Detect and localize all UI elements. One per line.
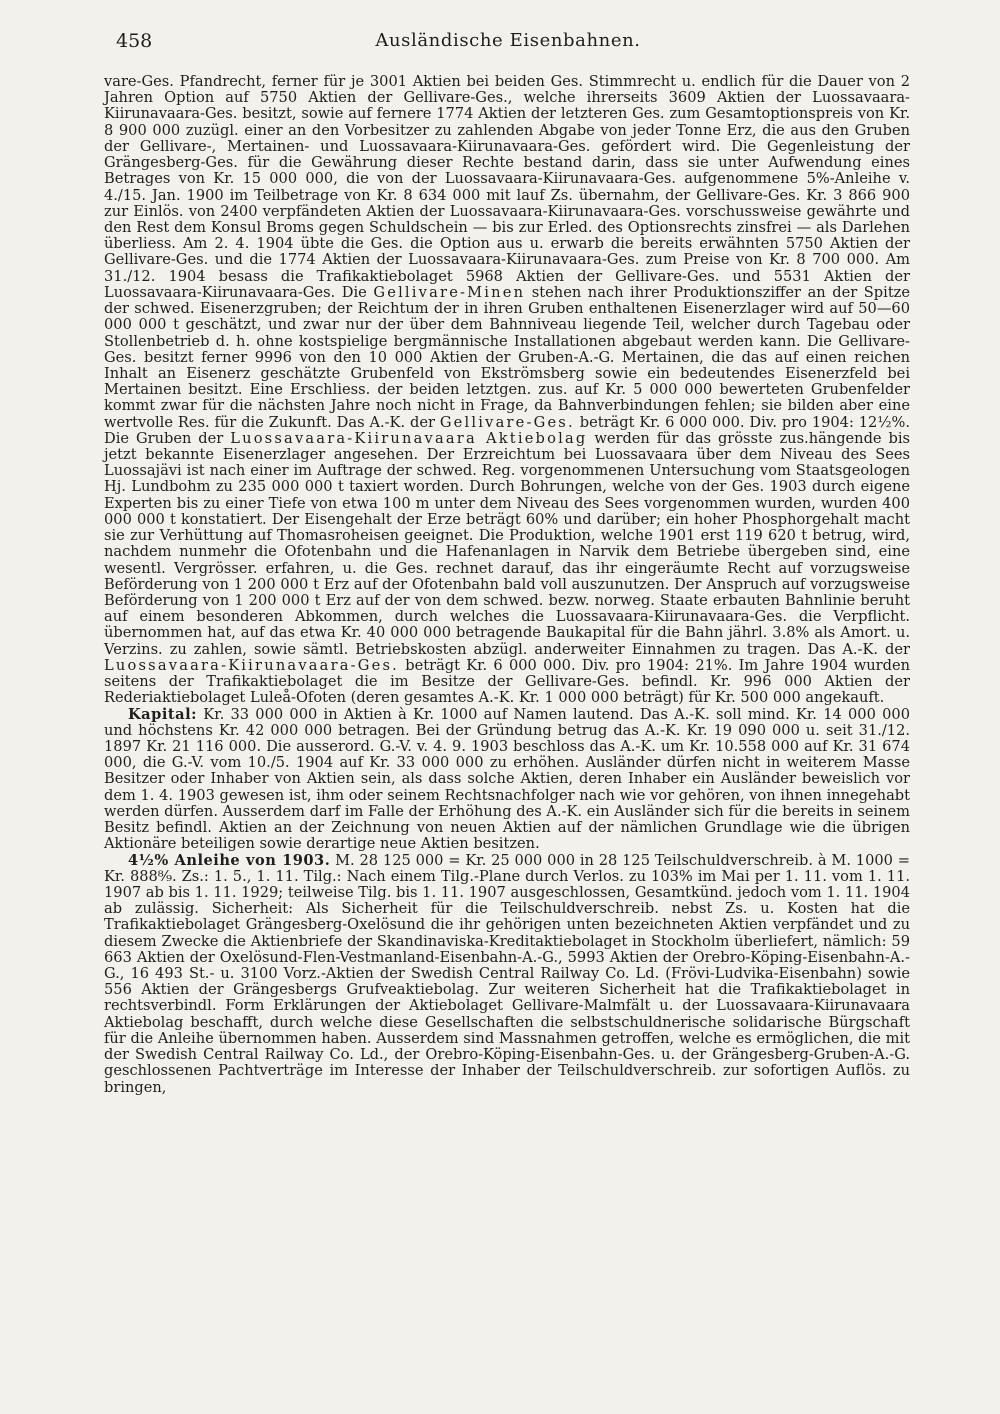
kapital-label: Kapital:: [128, 705, 198, 723]
spaced-term: Luossavaara-Kiirunavaara-Ges.: [104, 656, 399, 674]
page-number: 458: [116, 30, 153, 52]
running-head: Ausländische Eisenbahnen.: [375, 30, 641, 51]
spaced-term: Gellivare-Ges.: [439, 413, 575, 431]
anleihe-text: M. 28 125 000 = Kr. 25 000 000 in 28 125 Teilschuldverschreib. à M. 1000 = Kr. 888⁸⁄₉. Zs.: 1. 5., 1. 11. Tilg.: Nach einem Tilg.-Plane durch Verlos. zu 103% im Mai per 1. 11. vom 1. 11. 1907 ab bis 1. 11. 1929; teilweise Tilg. bis 1. 11. 1907 ausgeschlossen, Gesamtkünd. jedoch vom 1. 11. 1904 ab zulässig. Sicherheit: Als Sicherheit für die Teilschuldverschreib. nebst Zs. u. Kosten hat die Trafikaktiebolaget Grängesberg-Oxelösund die ihr gehörigen unten bezeichneten Aktien verpfändet und zu diesem Zwecke die Aktienbriefe der Skandinaviska-Kreditaktiebolaget in Stockholm überliefert, nämlich: 59 663 Aktien der Oxelösund-Flen-Vestmanland-Eisenbahn-A.-G., 5993 Aktien der Orebro-Köping-Eisenbahn-A.-G., 16 493 St.- u. 3100 Vorz.-Aktien der Swedish Central Railway Co. Ld. (Frövi-Ludvika-Eisenbahn) sowie 556 Aktien der Grängesbergs Grufveaktiebolag. Zur weiteren Sicherheit hat die Trafikaktiebolaget in rechtsverbindl. Form Erklärungen der Aktiebolaget Gellivare-Malmfält u. der Luossavaara-Kiirunavaara Aktiebolag beschafft, durch welche diese Gesellschaften die selbstschuldnerische solidarische Bürgschaft für die Anleihe übernommen haben. Ausserdem sind Massnahmen getroffen, welche es ermöglichen, die mit der Swedish Central Railway Co. Ld., der Orebro-Köping-Eisenbahn-Ges. u. der Grängesberg-Gruben-A.-G. geschlossenen Pachtverträge im Interesse der Inhaber der Teilschuldverschreib. zur sofortigen Auflös. zu bringen,: [104, 851, 910, 1096]
spaced-term: Luossavaara-Kiirunavaara Aktiebolag: [230, 429, 588, 447]
paragraph-kapital: [104, 707, 910, 853]
spaced-term: Gellivare-Minen: [373, 283, 526, 301]
page-header: [116, 30, 900, 54]
text-run: beträgt Kr. 6 000 000. Div. pro 1904: 12½%. Die Gruben der: [104, 413, 910, 447]
paragraph-anleihe: [104, 853, 910, 1096]
paragraph-companies: [104, 74, 910, 707]
text-run: vare-Ges. Pfandrecht, ferner für je 3001 Aktien bei beiden Ges. Stimmrecht u. endlich für die Dauer von 2 Jahren Option auf 5750 Aktien der Gellivare-Ges., welche ihrerseits 3609 Aktien der Luossavaara-Kiirunavaara-Ges. besitzt, sowie auf fernere 1774 Aktien der letzteren Ges. zum Gesamtoptionspreis von Kr. 8 900 000 zuzügl. einer an den Vorbesitzer zu zahlenden Abgabe von jeder Tonne Erz, die aus den Gruben der Gellivare-, Mertainen- und Luossavaara-Kiirunavaara-Ges. gefördert wird. Die Gegenleistung der Grängesberg-Ges. für die Gewährung dieser Rechte bestand darin, dass sie unter Aufwendung eines Betrages von Kr. 15 000 000, die von der Luossavaara-Kiirunavaara-Ges. aufgenommene 5%-Anleihe v. 4./15. Jan. 1900 im Teilbetrage von Kr. 8 634 000 mit lauf Zs. übernahm, der Gellivare-Ges. Kr. 3 866 900 zur Einlös. von 2400 verpfändeten Aktien der Luossavaara-Kiirunavaara-Ges. vorschussweise gewährte und den Rest dem Konsul Broms gegen Schuldschein — bis zur Erled. des Optionsrechts zinsfrei — als Darlehen überliess. Am 2. 4. 1904 übte die Ges. die Option aus u. erwarb die bereits erwähnten 5750 Aktien der Gellivare-Ges. und die 1774 Aktien der Luossavaara-Kiirunavaara-Ges. zum Preise von Kr. 8 700 000. Am 31./12. 1904 besass die Trafikaktiebolaget 5968 Aktien der Gellivare-Ges. und 5531 Aktien der Luossavaara-Kiirunavaara-Ges. Die: [104, 73, 910, 301]
text-run: stehen nach ihrer Produktionsziffer an der Spitze der schwed. Eisenerzgruben; der Reichtum der in ihren Gruben enthaltenen Eisenerzlager wird auf 50—60 000 000 t geschätzt, und zwar nur der über dem Bahnniveau liegende Teil, welcher durch Tagebau oder Stollenbetrieb d. h. ohne kostspielige bergmännische Installationen abgebaut werden kann. Die Gellivare-Ges. besitzt ferner 9996 von den 10 000 Aktien der Gruben-A.-G. Mertainen, die das auf einen reichen Inhalt an Eisenerz geschätzte Grubenfeld von Ekströmsberg sowie ein bedeutendes Eisenerzfeld bei Mertainen besitzt. Eine Erschliess. der beiden letztgen. zus. auf Kr. 5 000 000 bewerteten Grubenfelder kommt zwar für die nächsten Jahre noch nicht in Frage, da Bahnverbindungen fehlen; sie bilden aber eine wertvolle Res. für die Zukunft. Das A.-K. der: [104, 283, 911, 431]
anleihe-label: 4½% Anleihe von 1903.: [128, 851, 331, 869]
text-run: beträgt Kr. 6 000 000. Div. pro 1904: 21%. Im Jahre 1904 wurden seitens der Trafikaktiebolaget die im Besitze der Gellivare-Ges. befindl. Kr. 996 000 Aktien der Rederiaktiebolaget Luleå-Ofoten (deren gesamtes A.-K. Kr. 1 000 000 beträgt) für Kr. 500 000 angekauft.: [104, 656, 910, 707]
body-text: [104, 74, 910, 1096]
kapital-text: Kr. 33 000 000 in Aktien à Kr. 1000 auf Namen lautend. Das A.-K. soll mind. Kr. 14 000 000 und höchstens Kr. 42 000 000 betragen. Bei der Gründung betrug das A.-K. Kr. 19 090 000 u. seit 31./12. 1897 Kr. 21 116 000. Die ausserord. G.-V. v. 4. 9. 1903 beschloss das A.-K. um Kr. 10.558 000 auf Kr. 31 674 000, die G.-V. vom 10./5. 1904 auf Kr. 33 000 000 zu erhöhen. Ausländer dürfen nicht in weiterem Masse Besitzer oder Inhaber von Aktien sein, als dass solche Aktien, deren Inhaber ein Ausländer beweislich vor dem 1. 4. 1903 gewesen ist, ihm oder seinem Rechtsnachfolger nach wie vor gehören, von ihnen innegehabt werden dürfen. Ausserdem darf im Falle der Erhöhung des A.-K. ein Ausländer sich für die bereits in seinem Besitz befindl. Aktien an der Zeichnung von neuen Aktien auf der nämlichen Grundlage wie die übrigen Aktionäre beteiligen sowie derartige neue Aktien besitzen.: [104, 705, 910, 853]
text-run: werden für das grösste zus.hängende bis jetzt bekannte Eisenerzlager angesehen. Der Erzreichtum bei Luossavaara über dem Niveau des Sees Luossajävi ist nach einer im Auftrage der schwed. Reg. vorgenommenen Untersuchung vom Staatsgeologen Hj. Lundbohm zu 235 000 000 t taxiert worden. Durch Bohrungen, welche von der Ges. 1903 durch eigene Experten bis zu einer Tiefe von etwa 100 m unter dem Niveau des Sees vorgenommen wurden, wurden 400 000 000 t konstatiert. Der Eisengehalt der Erze beträgt 60% und darüber; ein hoher Phosphorgehalt macht sie zur Verhüttung auf Thomasroheisen geeignet. Die Produktion, welche 1901 erst 119 620 t betrug, wird, nachdem nunmehr die Ofotenbahn und die Hafenanlagen in Narvik dem Betriebe übergeben sind, eine wesentl. Vergrösser. erfahren, u. die Ges. rechnet darauf, das ihr eingeräumte Recht auf vorzugsweise Beförderung von 1 200 000 t Erz auf der Ofotenbahn bald voll auszunutzen. Der Anspruch auf vorzugsweise Beförderung von 1 200 000 t Erz auf der von dem schwed. bezw. norweg. Staate erbauten Bahnlinie beruht auf einem besonderen Abkommen, durch welches die Luossavaara-Kiirunavaara-Ges. die Verpflicht. übernommen hat, auf das etwa Kr. 40 000 000 betragende Baukapital für die Bahn jährl. 3.8% als Amort. u. Verzins. zu zahlen, sowie sämtl. Betriebskosten abzügl. anderweiter Einnahmen zu tragen. Das A.-K. der: [104, 429, 910, 658]
